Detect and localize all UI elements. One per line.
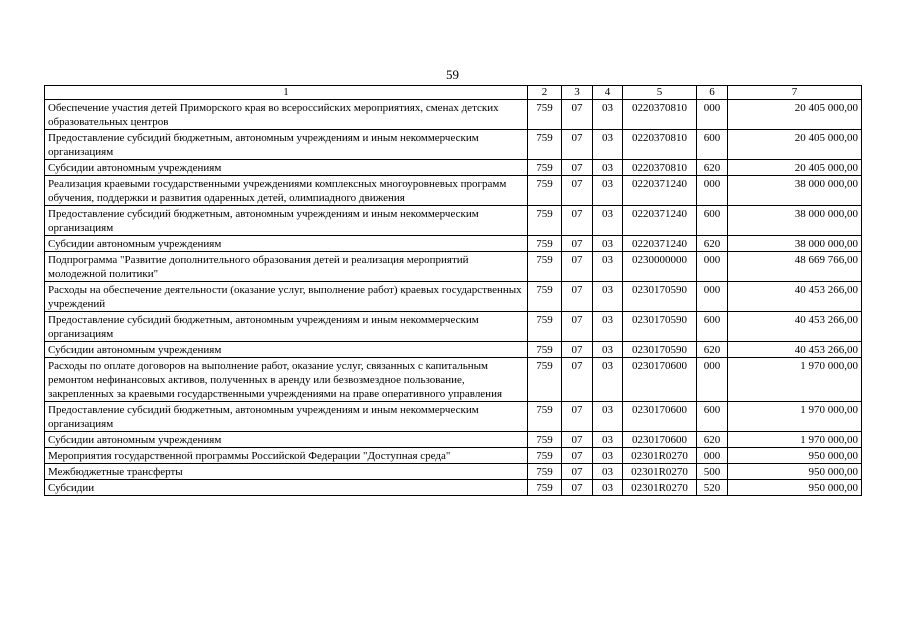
table-row [45, 206, 862, 236]
row-code-2-cell: 759 [528, 448, 562, 464]
row-code-2-cell: 759 [528, 432, 562, 448]
row-code-6-cell: 000 [697, 448, 728, 464]
row-amount-cell: 48 669 766,00 [728, 252, 862, 282]
row-code-6-cell: 000 [697, 176, 728, 206]
header-cell-2: 2 [528, 86, 562, 100]
row-code-2-cell: 759 [528, 176, 562, 206]
row-name-cell: Обеспечение участия детей Приморского края во всероссийских мероприятиях, сменах детских образовательных центров [45, 100, 528, 130]
header-cell-6: 6 [697, 86, 728, 100]
row-code-6-cell: 520 [697, 480, 728, 496]
row-code-5-cell: 0230170600 [623, 402, 697, 432]
row-code-4-cell: 03 [593, 402, 623, 432]
row-code-6-cell: 600 [697, 312, 728, 342]
row-code-6-cell: 600 [697, 206, 728, 236]
row-code-2-cell: 759 [528, 130, 562, 160]
row-code-3-cell: 07 [562, 252, 593, 282]
budget-table [44, 85, 862, 496]
row-amount-cell: 40 453 266,00 [728, 282, 862, 312]
row-code-2-cell: 759 [528, 358, 562, 402]
row-code-2-cell: 759 [528, 100, 562, 130]
row-code-3-cell: 07 [562, 312, 593, 342]
row-code-6-cell: 000 [697, 252, 728, 282]
row-code-3-cell: 07 [562, 130, 593, 160]
row-code-4-cell: 03 [593, 282, 623, 312]
row-code-5-cell: 0220370810 [623, 100, 697, 130]
table-row [45, 282, 862, 312]
row-amount-cell: 40 453 266,00 [728, 312, 862, 342]
row-code-4-cell: 03 [593, 448, 623, 464]
row-code-2-cell: 759 [528, 312, 562, 342]
row-amount-cell: 950 000,00 [728, 464, 862, 480]
row-code-5-cell: 0230000000 [623, 252, 697, 282]
table-row [45, 464, 862, 480]
row-code-4-cell: 03 [593, 464, 623, 480]
row-code-3-cell: 07 [562, 464, 593, 480]
table-row [45, 480, 862, 496]
row-code-3-cell: 07 [562, 176, 593, 206]
row-name-cell: Расходы по оплате договоров на выполнение работ, оказание услуг, связанных с капитальным ремонтом нефинансовых активов, полученных в аренду или безвозмездное пользование, закрепленных за краевыми государственными учреждениями на праве оперативного управления [45, 358, 528, 402]
row-code-5-cell: 02301R0270 [623, 464, 697, 480]
row-code-4-cell: 03 [593, 176, 623, 206]
row-amount-cell: 950 000,00 [728, 448, 862, 464]
row-code-4-cell: 03 [593, 130, 623, 160]
row-code-2-cell: 759 [528, 480, 562, 496]
row-amount-cell: 38 000 000,00 [728, 176, 862, 206]
row-code-3-cell: 07 [562, 160, 593, 176]
row-code-5-cell: 0220370810 [623, 160, 697, 176]
row-code-2-cell: 759 [528, 236, 562, 252]
row-code-3-cell: 07 [562, 206, 593, 236]
row-code-6-cell: 620 [697, 432, 728, 448]
row-code-6-cell: 000 [697, 100, 728, 130]
row-name-cell: Реализация краевыми государственными учреждениями комплексных многоуровневых программ обучения, поддержки и развития одаренных детей, олимпиадного движения [45, 176, 528, 206]
row-code-6-cell: 620 [697, 342, 728, 358]
row-name-cell: Субсидии [45, 480, 528, 496]
row-name-cell: Предоставление субсидий бюджетным, автономным учреждениям и иным некоммерческим организациям [45, 312, 528, 342]
row-name-cell: Мероприятия государственной программы Российской Федерации "Доступная среда" [45, 448, 528, 464]
table-row [45, 160, 862, 176]
row-code-3-cell: 07 [562, 448, 593, 464]
row-code-3-cell: 07 [562, 282, 593, 312]
row-code-2-cell: 759 [528, 464, 562, 480]
header-cell-5: 5 [623, 86, 697, 100]
row-code-4-cell: 03 [593, 480, 623, 496]
row-code-6-cell: 620 [697, 236, 728, 252]
table-row [45, 100, 862, 130]
row-code-3-cell: 07 [562, 342, 593, 358]
table-row [45, 342, 862, 358]
row-code-2-cell: 759 [528, 252, 562, 282]
row-amount-cell: 20 405 000,00 [728, 100, 862, 130]
row-code-5-cell: 02301R0270 [623, 480, 697, 496]
header-row [45, 86, 862, 100]
row-amount-cell: 1 970 000,00 [728, 432, 862, 448]
row-code-4-cell: 03 [593, 312, 623, 342]
row-code-5-cell: 0230170590 [623, 282, 697, 312]
row-code-5-cell: 0230170600 [623, 432, 697, 448]
page-number: 59 [446, 67, 459, 82]
row-code-4-cell: 03 [593, 206, 623, 236]
row-name-cell: Субсидии автономным учреждениям [45, 236, 528, 252]
header-cell-3: 3 [562, 86, 593, 100]
row-code-4-cell: 03 [593, 160, 623, 176]
table-row [45, 130, 862, 160]
row-code-4-cell: 03 [593, 100, 623, 130]
row-amount-cell: 38 000 000,00 [728, 236, 862, 252]
row-code-5-cell: 0230170590 [623, 342, 697, 358]
row-amount-cell: 1 970 000,00 [728, 358, 862, 402]
row-code-4-cell: 03 [593, 358, 623, 402]
table-row [45, 448, 862, 464]
row-code-5-cell: 0220371240 [623, 176, 697, 206]
row-code-2-cell: 759 [528, 342, 562, 358]
row-code-2-cell: 759 [528, 282, 562, 312]
row-code-6-cell: 620 [697, 160, 728, 176]
row-name-cell: Субсидии автономным учреждениям [45, 342, 528, 358]
row-name-cell: Субсидии автономным учреждениям [45, 160, 528, 176]
table-row [45, 236, 862, 252]
table-row [45, 252, 862, 282]
row-code-4-cell: 03 [593, 236, 623, 252]
row-code-5-cell: 0220370810 [623, 130, 697, 160]
row-code-2-cell: 759 [528, 402, 562, 432]
row-code-2-cell: 759 [528, 206, 562, 236]
row-code-3-cell: 07 [562, 432, 593, 448]
row-name-cell: Расходы на обеспечение деятельности (оказание услуг, выполнение работ) краевых государственных учреждений [45, 282, 528, 312]
row-code-5-cell: 0230170590 [623, 312, 697, 342]
row-code-3-cell: 07 [562, 358, 593, 402]
row-code-6-cell: 600 [697, 402, 728, 432]
row-name-cell: Предоставление субсидий бюджетным, автономным учреждениям и иным некоммерческим организациям [45, 402, 528, 432]
row-code-3-cell: 07 [562, 100, 593, 130]
row-code-2-cell: 759 [528, 160, 562, 176]
row-amount-cell: 38 000 000,00 [728, 206, 862, 236]
row-name-cell: Субсидии автономным учреждениям [45, 432, 528, 448]
row-code-4-cell: 03 [593, 342, 623, 358]
row-code-4-cell: 03 [593, 252, 623, 282]
row-code-3-cell: 07 [562, 480, 593, 496]
table-row [45, 432, 862, 448]
row-code-5-cell: 0220371240 [623, 206, 697, 236]
row-amount-cell: 20 405 000,00 [728, 130, 862, 160]
row-name-cell: Межбюджетные трансферты [45, 464, 528, 480]
header-cell-7: 7 [728, 86, 862, 100]
row-code-6-cell: 000 [697, 358, 728, 402]
row-code-3-cell: 07 [562, 236, 593, 252]
row-code-5-cell: 0220371240 [623, 236, 697, 252]
row-code-6-cell: 600 [697, 130, 728, 160]
table-row [45, 402, 862, 432]
row-code-6-cell: 500 [697, 464, 728, 480]
row-name-cell: Предоставление субсидий бюджетным, автономным учреждениям и иным некоммерческим организациям [45, 206, 528, 236]
row-code-3-cell: 07 [562, 402, 593, 432]
row-amount-cell: 950 000,00 [728, 480, 862, 496]
table-row [45, 176, 862, 206]
row-name-cell: Подпрограмма "Развитие дополнительного образования детей и реализация мероприятий молодежной политики" [45, 252, 528, 282]
table-body [45, 100, 862, 496]
header-cell-4: 4 [593, 86, 623, 100]
header-cell-1: 1 [45, 86, 528, 100]
row-code-6-cell: 000 [697, 282, 728, 312]
row-code-4-cell: 03 [593, 432, 623, 448]
row-name-cell: Предоставление субсидий бюджетным, автономным учреждениям и иным некоммерческим организациям [45, 130, 528, 160]
row-amount-cell: 1 970 000,00 [728, 402, 862, 432]
row-code-5-cell: 0230170600 [623, 358, 697, 402]
row-code-5-cell: 02301R0270 [623, 448, 697, 464]
table-row [45, 358, 862, 402]
row-amount-cell: 20 405 000,00 [728, 160, 862, 176]
row-amount-cell: 40 453 266,00 [728, 342, 862, 358]
table-row [45, 312, 862, 342]
